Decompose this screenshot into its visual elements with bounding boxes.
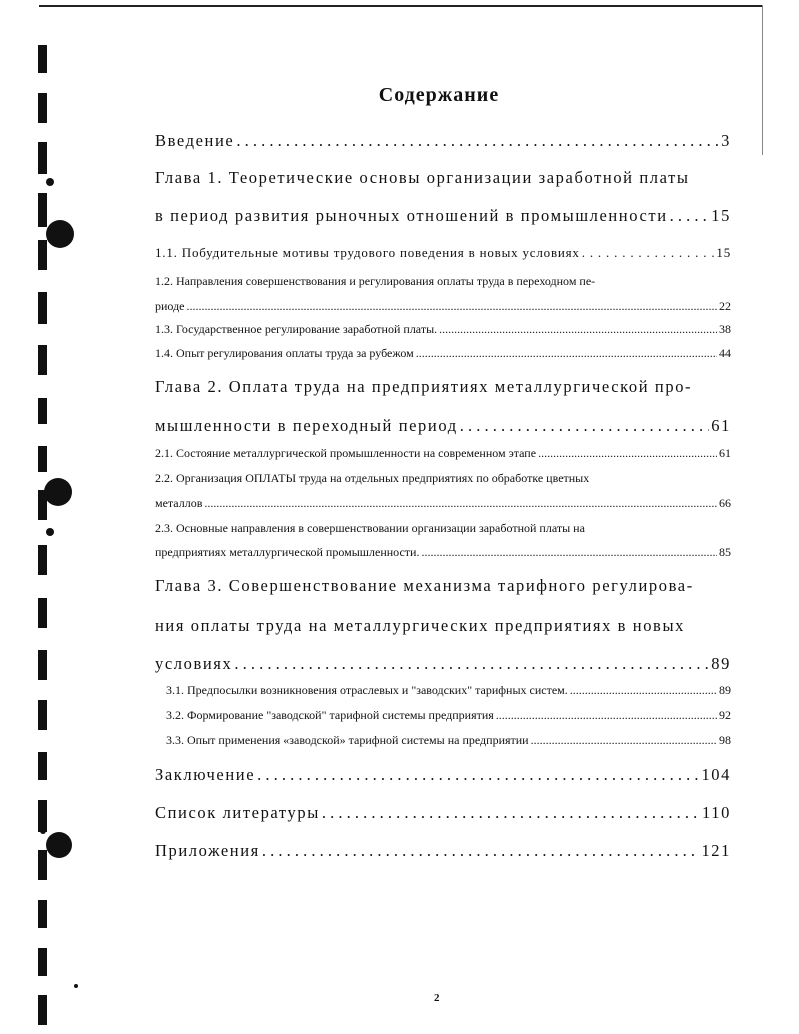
toc-section-1-3[interactable]: 1.3. Государственное регулирование заработной платы. . . . 38: [155, 322, 731, 337]
toc-chapter-1-line-1[interactable]: Глава 1. Теоретические основы организации заработной платы: [155, 168, 690, 187]
scan-border-right: [762, 5, 763, 155]
toc-section-2-2[interactable]: металлов . . . 66: [155, 496, 731, 511]
toc-entry-appendices[interactable]: Приложения . . . 121: [155, 841, 731, 861]
toc-entry-conclusion[interactable]: Заключение . . . 104: [155, 765, 731, 785]
toc-chapter-3-line-2[interactable]: ния оплаты труда на металлургических предприятиях в новых: [155, 616, 685, 635]
dot-leader: [439, 322, 717, 337]
toc-chapter-2[interactable]: мышленности в переходный период . . . 61: [155, 416, 731, 436]
dot-leader: [262, 841, 700, 861]
toc-section-2-1[interactable]: 2.1. Состояние металлургической промышленности на современном этапе . . . 61: [155, 446, 731, 461]
toc-section-2-2-line-1[interactable]: 2.2. Организация ОПЛАТЫ труда на отдельных предприятиях по обработке цветных: [155, 471, 590, 485]
dot-leader: [421, 545, 717, 560]
toc-section-2-3[interactable]: предприятиях металлургической промышленности. . . . 85: [155, 545, 731, 560]
dot-leader: [416, 346, 717, 361]
toc-chapter-2-line-1[interactable]: Глава 2. Оплата труда на предприятиях металлургической про-: [155, 377, 693, 396]
toc-chapter-1[interactable]: в период развития рыночных отношений в промышленности . . . 15: [155, 206, 731, 226]
dot-leader: [538, 446, 717, 461]
dot-leader: [322, 803, 700, 823]
toc-chapter-3-line-1[interactable]: Глава 3. Совершенствование механизма тарифного регулирова-: [155, 576, 694, 595]
dot-leader: [496, 708, 717, 723]
dot-leader: [236, 131, 719, 151]
toc-section-1-4[interactable]: 1.4. Опыт регулирования оплаты труда за рубежом . . . 44: [155, 346, 731, 361]
scan-border-top: [39, 5, 763, 7]
toc-chapter-3[interactable]: условиях . . . 89: [155, 654, 731, 674]
toc-entry-intro[interactable]: Введение . . . 3: [155, 131, 731, 151]
dot-leader: [187, 299, 717, 314]
dot-leader: [570, 683, 717, 698]
toc-section-2-3-line-1[interactable]: 2.3. Основные направления в совершенствовании организации заработной платы на: [155, 521, 585, 535]
dot-leader: [531, 733, 717, 748]
page-title: Содержание: [378, 84, 500, 106]
toc-section-3-3[interactable]: 3.3. Опыт применения «заводской» тарифной системы на предприятии . . . 98: [166, 733, 731, 748]
page-number: 2: [434, 992, 440, 1004]
toc-section-3-2[interactable]: 3.2. Формирование "заводской" тарифной системы предприятия . . . 92: [166, 708, 731, 723]
dot-leader: [582, 245, 715, 261]
toc-section-1-2[interactable]: риоде . . . 22: [155, 299, 731, 314]
dot-leader: [204, 496, 717, 511]
dot-leader: [234, 654, 709, 674]
dot-leader: [670, 206, 710, 226]
toc-entry-references[interactable]: Список литературы . . . 110: [155, 803, 731, 823]
dot-leader: [257, 765, 699, 785]
toc-section-1-2-line-1[interactable]: 1.2. Направления совершенствования и регулирования оплаты труда в переходном пе-: [155, 274, 596, 288]
toc-section-1-1[interactable]: 1.1. Побудительные мотивы трудового поведения в новых условиях . . . 15: [155, 245, 731, 261]
toc-section-3-1[interactable]: 3.1. Предпосылки возникновения отраслевых и "заводских" тарифных систем. . . . 89: [166, 683, 731, 698]
dot-leader: [460, 416, 710, 436]
